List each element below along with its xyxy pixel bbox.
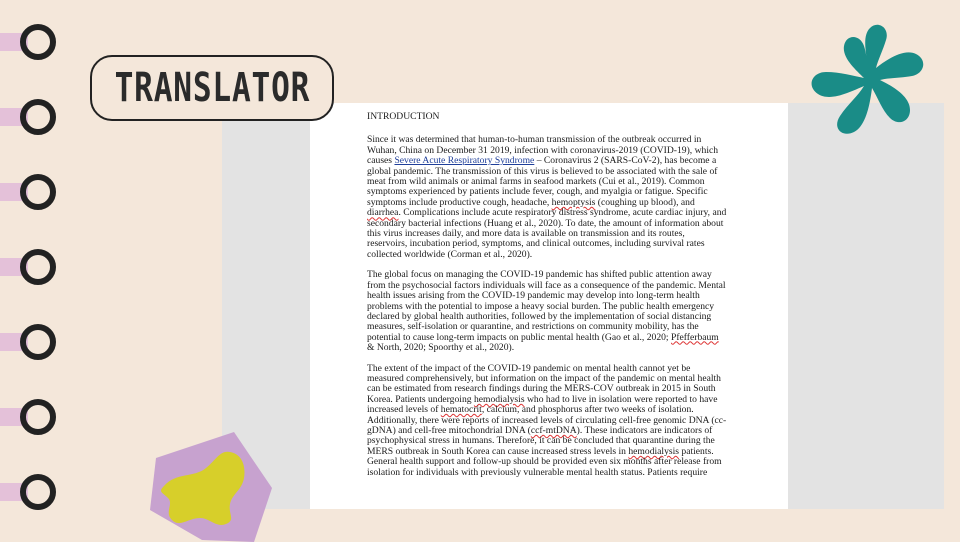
text-run: declared by global health authorities, followed by the implementation of social distancing	[367, 310, 712, 322]
document-paragraph	[367, 270, 764, 353]
document-body	[310, 103, 788, 478]
text-run: isolation for individuals with previously vulnerable mental health status. Patients require	[367, 466, 708, 478]
ring-icon	[0, 472, 62, 512]
text-run: psychophysical stress in humans. Therefore, it can be concluded that quarantine during the	[367, 435, 715, 447]
text-run: increased levels of	[367, 404, 441, 416]
spelling-flagged-word: hematocrit	[440, 404, 482, 416]
text-run: Additionally, there were reports of increased levels of circulating cell-free genomic DNA (cc-	[367, 414, 727, 426]
text-line	[367, 250, 764, 260]
text-run: General health support and follow-up should be provided even six months after release from	[367, 456, 722, 468]
teal-blob-icon	[806, 22, 930, 140]
text-run: potential to cause long-term impacts on public mental health (Gao et al., 2020;	[367, 331, 671, 343]
text-run: who had to live in isolation were reported to have	[524, 393, 718, 405]
text-run: causes	[367, 155, 395, 167]
ring-icon	[0, 397, 62, 437]
text-run: health issues arising from the COVID-19 pandemic may develop into long-term health	[367, 290, 700, 302]
text-run: Since it was determined that human-to-human transmission of the outbreak occurred in	[367, 134, 702, 146]
abstract-sticker-icon	[150, 432, 272, 542]
text-run: measures, self-isolation or quarantine, and restrictions on community mobility, has the	[367, 321, 699, 333]
spelling-flagged-word: Pfefferbaum	[670, 331, 719, 343]
text-line	[367, 343, 764, 353]
spelling-flagged-word: hemodialysis	[628, 445, 680, 457]
text-run: can be estimated from research findings during the MERS-COV outbreak in 2015 in South	[367, 383, 716, 395]
text-run: global pandemic. The transmission of this virus is believed to be associated with the sale of	[367, 165, 718, 177]
text-run: & North, 2020; Spoorthy et al., 2020).	[367, 342, 515, 354]
text-run: measured comprehensively, but information on the impact of the pandemic on mental health	[367, 372, 721, 384]
spelling-flagged-word: hemoptysis	[551, 196, 596, 208]
spelling-flagged-word: hemodialysis	[473, 393, 525, 405]
ring-icon	[0, 172, 62, 212]
text-run: MERS outbreak in South Korea can cause increased stress levels in	[367, 445, 629, 457]
ring-icon	[0, 22, 62, 62]
text-run: (coughing up blood), and	[595, 196, 695, 208]
ring-icon	[0, 322, 62, 362]
document-page	[310, 103, 788, 509]
text-run: collected worldwide (Corman et al., 2020).	[367, 248, 533, 260]
text-run: symptoms include productive cough, headache,	[367, 196, 552, 208]
text-run: The extent of the impact of the COVID-19 pandemic on mental health cannot yet be	[367, 362, 691, 374]
text-run: ). These indicators are indicators of	[576, 424, 713, 436]
document-paragraph	[367, 364, 764, 478]
text-run: Korea. Patients undergoing	[367, 393, 474, 405]
text-run: . Complications include acute respiratory distress syndrome, acute cardiac injury, and	[398, 207, 727, 219]
spelling-flagged-word: diarrhea	[367, 207, 399, 219]
text-run: The global focus on managing the COVID-19 pandemic has shifted public attention away	[367, 269, 712, 281]
ring-icon	[0, 97, 62, 137]
spelling-flagged-word: ccf-mtDNA	[530, 424, 577, 436]
text-run: reservoirs, incubation period, symptoms, and clinical outcomes, including survival rates	[367, 238, 705, 250]
text-run: patients.	[679, 445, 714, 457]
ring-icon	[0, 247, 62, 287]
title-box	[90, 55, 334, 121]
document-heading: INTRODUCTION	[367, 111, 440, 122]
text-run: , calcium, and phosphorus after two weeks of isolation.	[481, 404, 694, 416]
text-run: from the psychosocial factors individuals will face as a consequence of the pandemic. Mental	[367, 279, 726, 291]
slide-title: TRANSLATOR	[114, 65, 310, 111]
text-run: this virus increases daily, and more data is available on transmission and its routes,	[367, 228, 685, 240]
text-run: – Coronavirus 2 (SARS-CoV-2), has become a	[534, 155, 717, 167]
document-paragraph	[367, 135, 764, 260]
text-run: problems with the potential to impose a heavy social burden. The public health emergency	[367, 300, 715, 312]
hyperlink-text[interactable]: Severe Acute Respiratory Syndrome	[394, 155, 535, 167]
text-run: symptoms experienced by patients include fever, cough, and myalgia or fatigue. Specific	[367, 186, 708, 198]
text-line	[367, 468, 764, 478]
text-run: meat from wild animals or animal farms in seafood markets (Cui et al., 2019). Common	[367, 176, 705, 188]
text-run: gDNA) and cell-free mitochondrial DNA (	[367, 424, 531, 436]
text-run: Wuhan, China on December 31 2019, infection with coronavirus-2019 (COVID-19), which	[367, 144, 719, 156]
text-run: secondary bacterial infections (Huang et al., 2020). To date, the amount of information about	[367, 217, 724, 229]
